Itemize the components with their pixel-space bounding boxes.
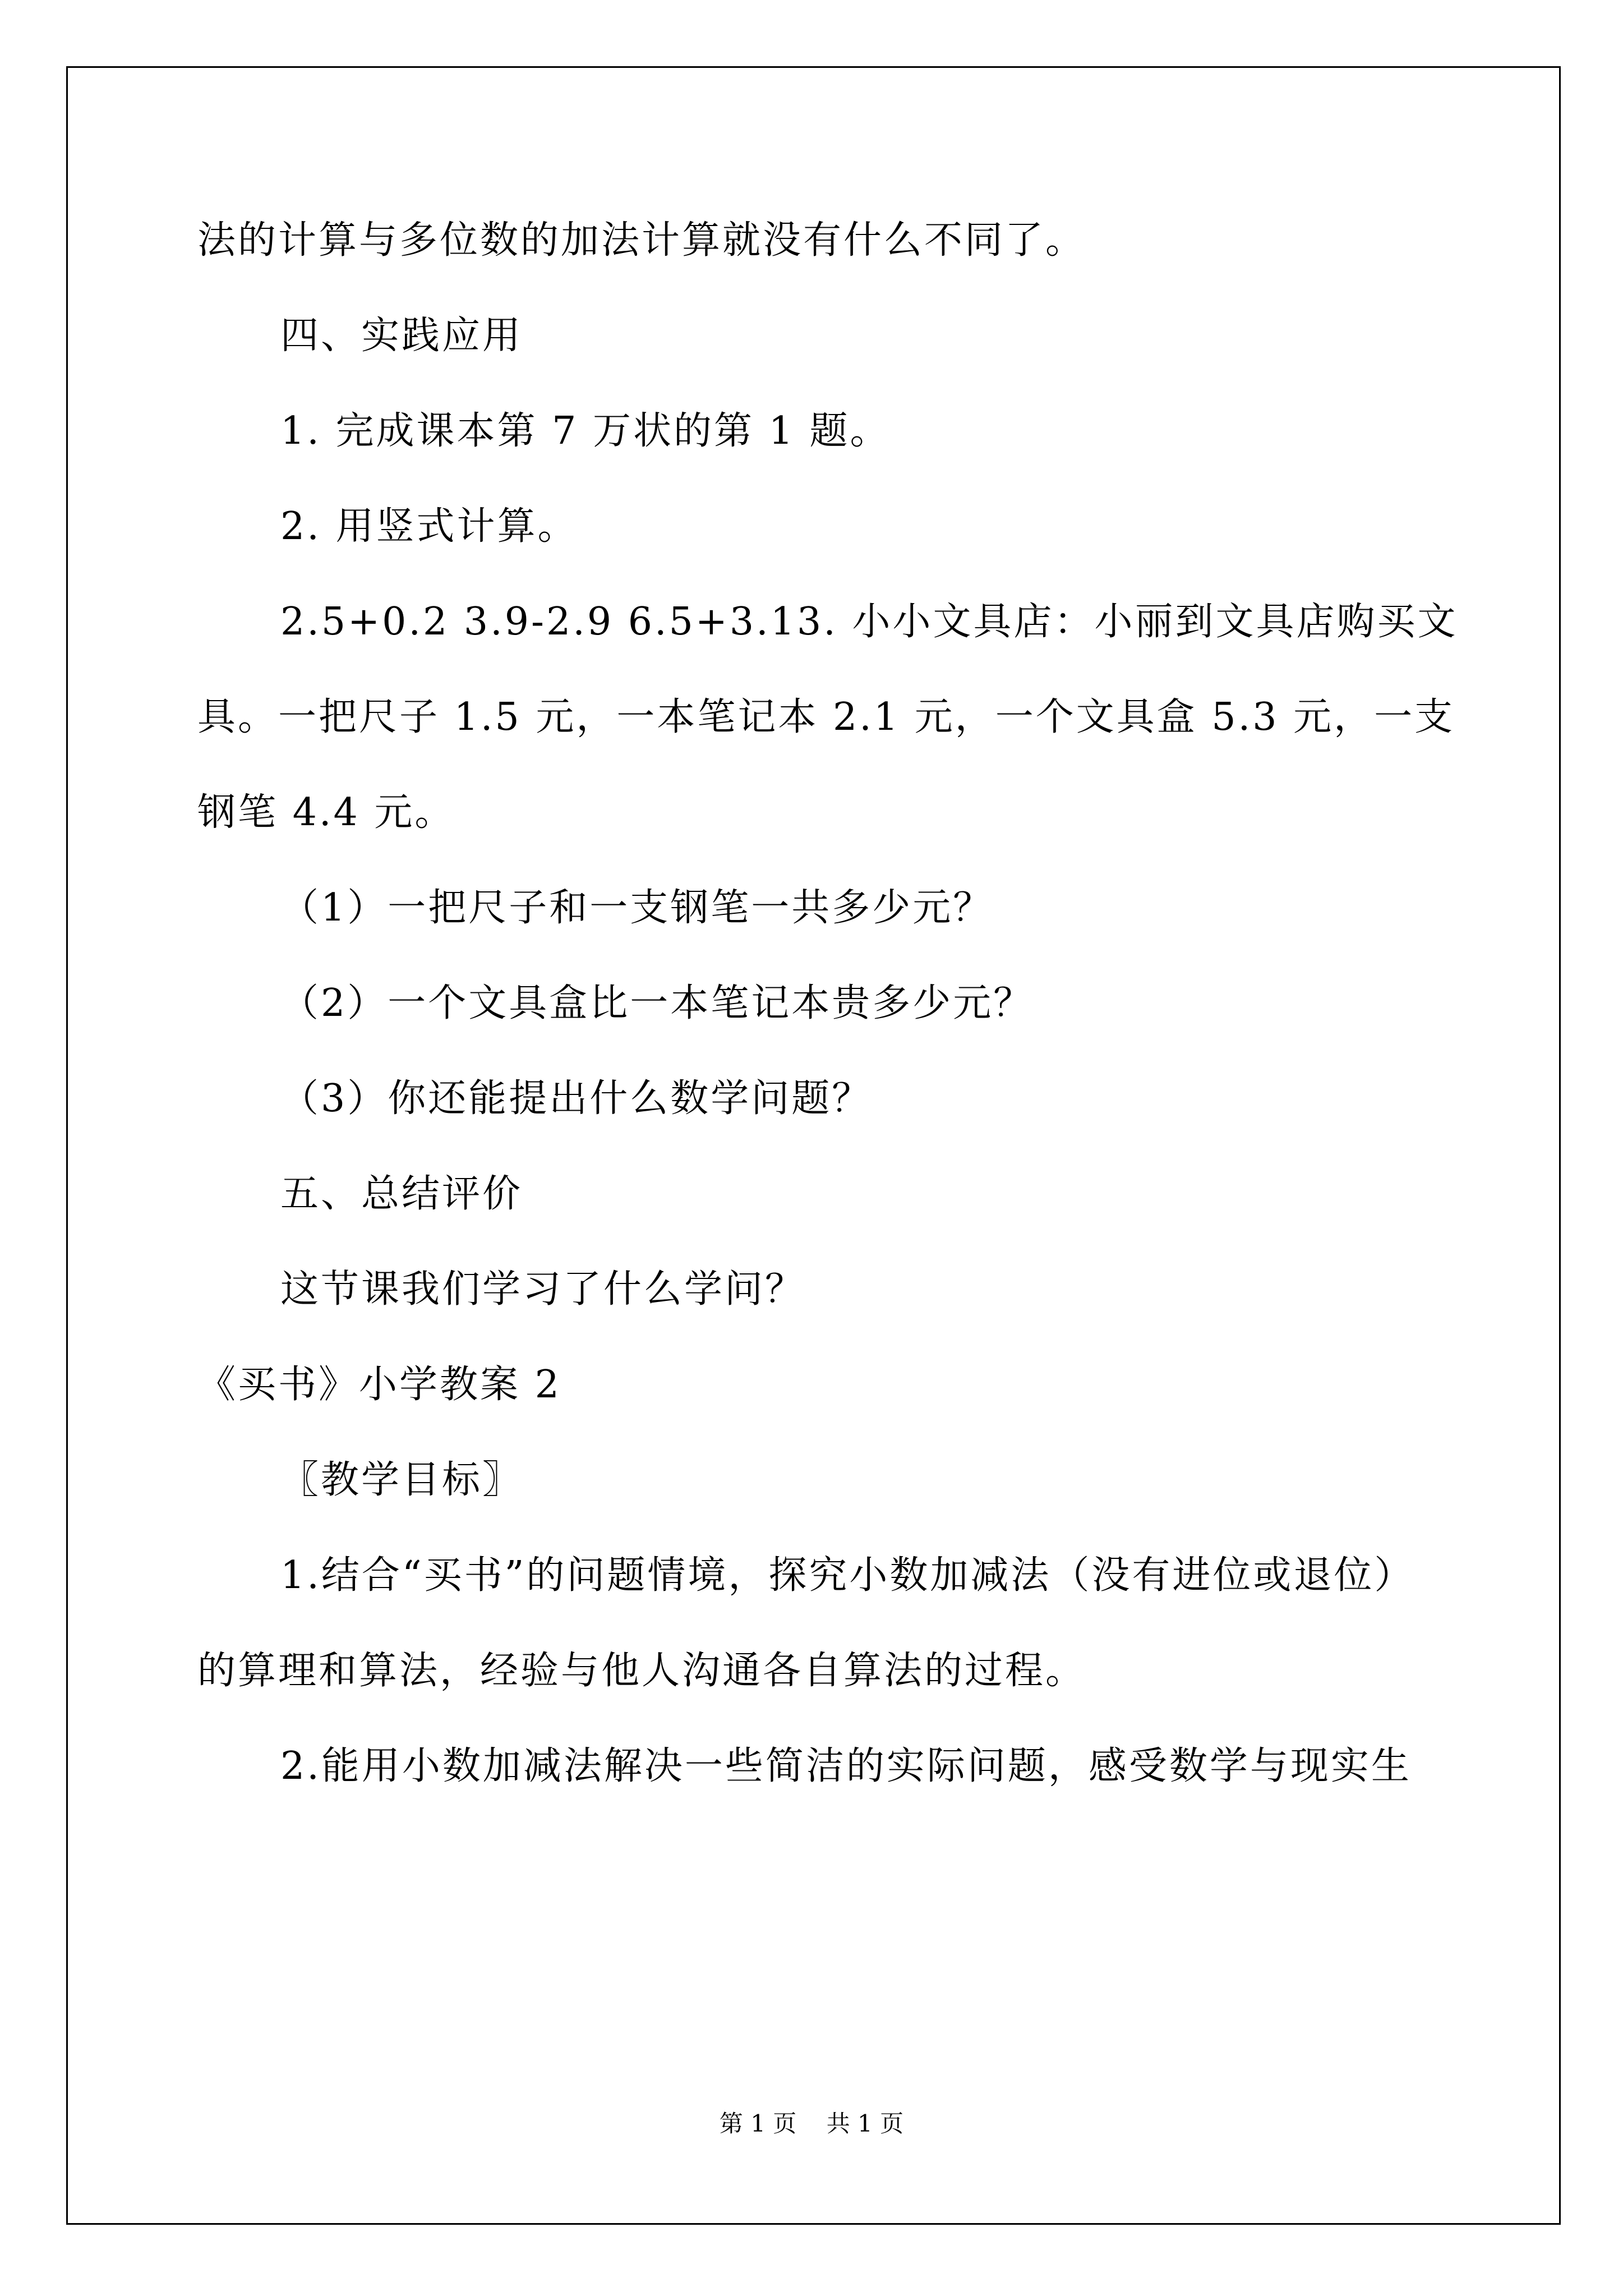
objective-2: 2.能用小数加减法解决一些简洁的实际问题，感受数学与现实生 [280,1744,1412,1788]
text-line-review-question: 这节课我们学习了什么学问？ [280,1267,806,1312]
text-line-pen-price: 钢笔 4.4 元。 [197,790,455,835]
lesson-title: 《买书》小学教案 2 [197,1363,561,1407]
question-2: （2）一个文具盒比一本笔记本贵多少元？ [280,981,1034,1025]
section-heading-objectives: 〖教学目标〗 [280,1458,523,1502]
section-heading-practice: 四、实践应用 [280,314,523,358]
page-border [66,66,1561,2225]
text-line-item-2: 2. 用竖式计算。 [280,504,578,549]
text-line-item-1: 1. 完成课本第 7 万状的第 1 题。 [280,409,891,453]
text-line-prices: 具。一把尺子 1.5 元，一本笔记本 2.1 元，一个文具盒 5.3 元，一支 [197,695,1455,739]
objective-1: 1.结合“买书”的问题情境，探究小数加减法（没有进位或退位） [280,1553,1415,1598]
section-heading-summary: 五、总结评价 [280,1172,523,1216]
text-line-calculations: 2.5+0.2 3.9-2.9 6.5+3.13. 小小文具店：小丽到文具店购买文 [280,600,1458,644]
question-1: （1）一把尺子和一支钢笔一共多少元？ [280,886,994,930]
objective-1-continued: 的算理和算法，经验与他人沟通各自算法的过程。 [197,1649,1086,1693]
question-3: （3）你还能提出什么数学问题？ [280,1076,873,1121]
page-footer: 第 1 页 共 1 页 [719,2110,904,2137]
text-line-1: 法的计算与多位数的加法计算就没有什么不同了。 [197,218,1086,263]
